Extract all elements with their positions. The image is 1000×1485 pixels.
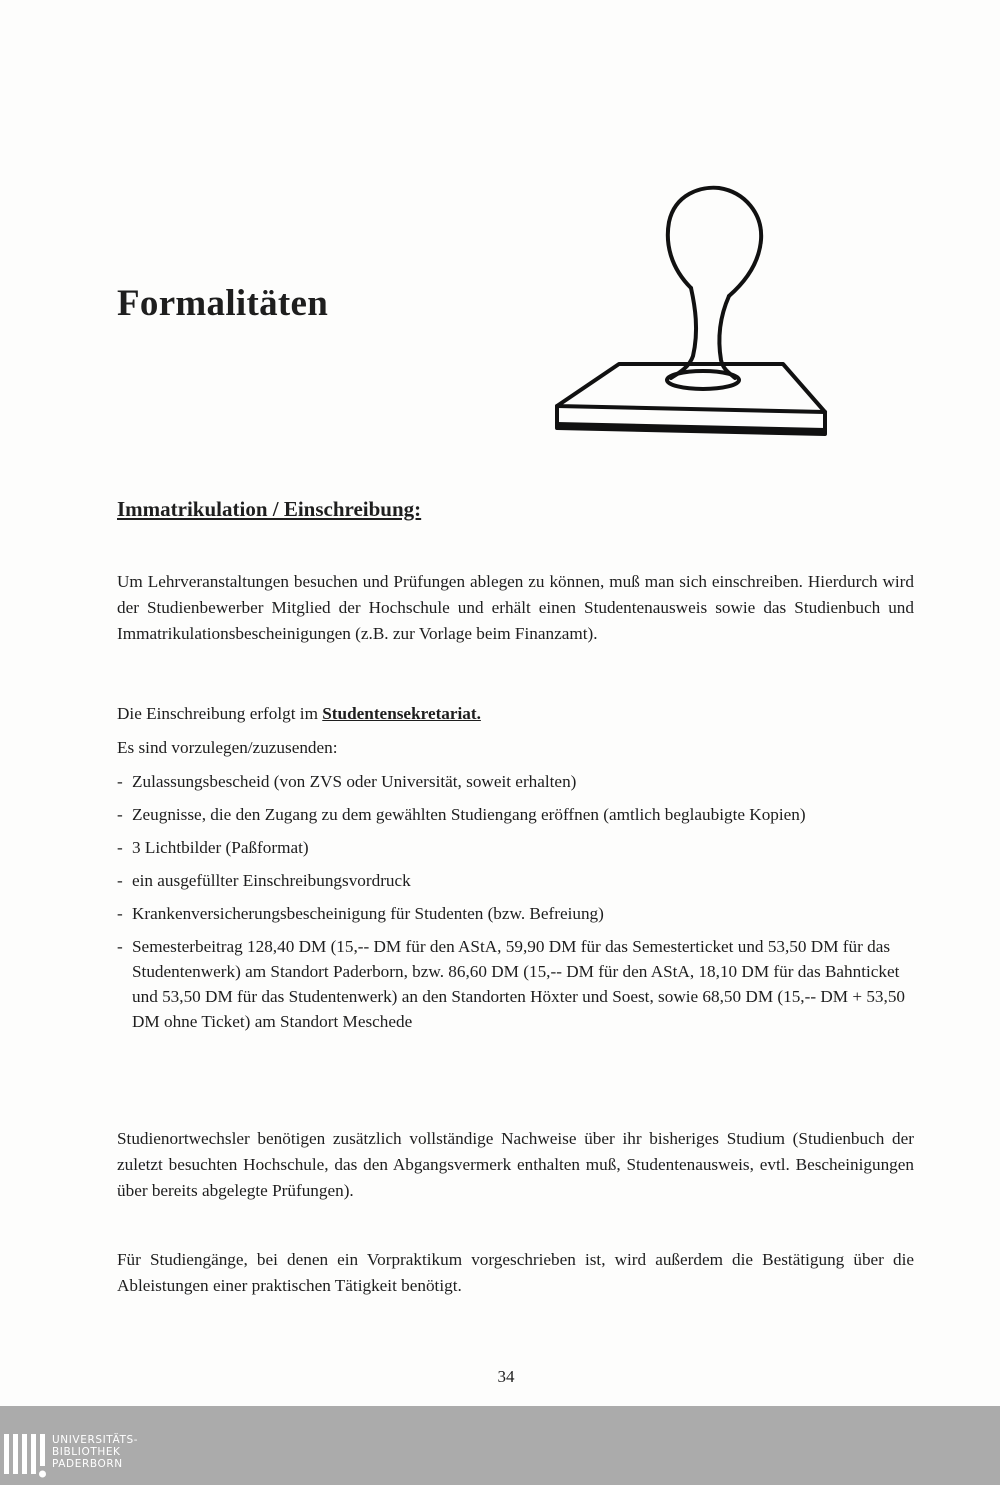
library-footer bbox=[0, 1406, 1000, 1485]
list-item: - Zeugnisse, die den Zugang zu dem gewählten Studiengang eröffnen (amtlich beglaubigte Kopien) bbox=[117, 805, 806, 824]
intro-paragraph: Um Lehrveranstaltungen besuchen und Prüfungen ablegen zu können, muß man sich einschreiben. Hierdurch wird der Studienbewerber Mitglied der Hochschule und erhält einen Studentenausweis sowie das Studienbuch und Immatrikulationsbescheinigungen (z.B. zur Vorlage beim Finanzamt). bbox=[117, 572, 914, 643]
page-number: 34 bbox=[497, 1367, 515, 1386]
requirements-list bbox=[117, 769, 917, 1042]
enrollment-paragraph bbox=[117, 701, 914, 727]
library-logo-icon bbox=[4, 1434, 46, 1480]
list-item: - Semesterbeitrag 128,40 DM (15,-- DM für den AStA, 59,90 DM für das Semesterticket und 53,50 DM für das Studentenwerk) am Standort Paderborn, bzw. 86,60 DM (15,-- DM für den AStA, 18,10 DM für das Bahnticket und 53,50 DM für das Studentenwerk) an den Standorten Höxter und Soest, sowie 68,50 DM (15,-- DM + 53,50 DM ohne Ticket) am Standort Meschede bbox=[117, 937, 906, 1031]
list-item: - Zulassungsbescheid (von ZVS oder Universität, soweit erhalten) bbox=[117, 772, 577, 791]
list-item: - 3 Lichtbilder (Paßformat) bbox=[117, 838, 309, 857]
section-heading: Immatrikulation / Einschreibung: bbox=[117, 497, 422, 521]
enrollment-office: Studentensekretariat. bbox=[322, 704, 481, 723]
rubber-stamp-icon bbox=[553, 184, 838, 439]
list-item: - Krankenversicherungsbescheinigung für Studenten (bzw. Befreiung) bbox=[117, 904, 604, 923]
documents-intro: Es sind vorzulegen/zuzusenden: bbox=[117, 738, 338, 757]
transfer-paragraph: Studienortwechsler benötigen zusätzlich vollständige Nachweise über ihr bisheriges Studium (Studienbuch der zuletzt besuchten Hochschule, das den Abgangsvermerk enthalten muß, Studentenausweis, evtl. Bescheinigungen über bereits abgelegte Prüfungen). bbox=[117, 1129, 914, 1200]
enrollment-prefix: Die Einschreibung erfolgt im bbox=[117, 704, 323, 723]
library-name: UNIVERSITÄTS- BIBLIOTHEK PADERBORN bbox=[52, 1434, 139, 1470]
list-item: - ein ausgefüllter Einschreibungsvordruck bbox=[117, 871, 411, 890]
page-title: Formalitäten bbox=[117, 283, 329, 324]
internship-paragraph: Für Studiengänge, bei denen ein Vorpraktikum vorgeschrieben ist, wird außerdem die Bestätigung über die Ableistungen einer praktischen Tätigkeit benötigt. bbox=[117, 1250, 914, 1295]
